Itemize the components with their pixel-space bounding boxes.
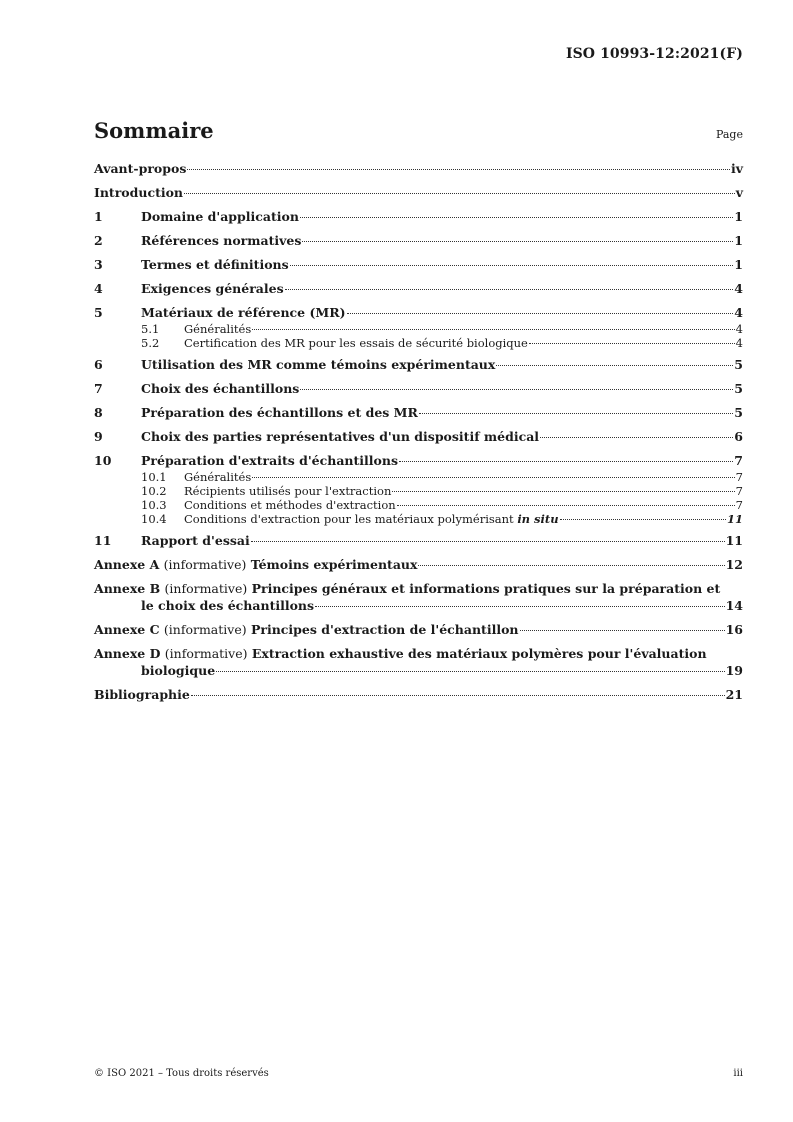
toc-entry-label [94, 622, 519, 637]
toc-entry-4[interactable] [94, 281, 743, 298]
toc-entry-number: 7 [94, 381, 103, 396]
toc-entry-2[interactable] [94, 233, 743, 250]
toc-entry-10[interactable] [94, 453, 743, 470]
dot-leader [300, 389, 733, 390]
toc-entry-page: 7 [734, 453, 743, 468]
annex-type: (informative) [163, 557, 247, 572]
dot-leader [418, 565, 724, 566]
toc-entry-3[interactable] [94, 257, 743, 274]
toc-entry-annex-b[interactable] [94, 581, 743, 615]
dot-leader [252, 329, 734, 330]
toc-entry-number: 5 [94, 305, 103, 320]
toc-entry-11[interactable] [94, 533, 743, 550]
toc-entry-label: Préparation des échantillons et des MR [141, 405, 418, 420]
toc-entry-page: 19 [725, 663, 743, 678]
toc-entry-page: 11 [726, 512, 743, 526]
toc-entry-page: 6 [734, 429, 743, 444]
toc-entry-number: 10.2 [141, 484, 167, 498]
toc-entry-label: Matériaux de référence (MR) [141, 305, 346, 320]
toc-entry-10-3[interactable] [94, 498, 743, 512]
toc-entry-number: 2 [94, 233, 103, 248]
toc-entry-label: Rapport d'essai [141, 533, 250, 548]
toc-entry-label: Domaine d'application [141, 209, 299, 224]
toc-entry-annex-c[interactable] [94, 622, 743, 639]
toc-entry-label-italic: in situ [517, 512, 559, 526]
dot-leader [216, 671, 724, 672]
toc-entry-label: Utilisation des MR comme témoins expérimentaux [141, 357, 496, 372]
dot-leader [302, 241, 733, 242]
toc-entry-number: 10.1 [141, 470, 167, 484]
toc-entry-page: 7 [735, 484, 743, 498]
dot-leader [184, 193, 735, 194]
toc-entry-10-2[interactable] [94, 484, 743, 498]
toc-entry-label: Préparation d'extraits d'échantillons [141, 453, 398, 468]
toc-entry-number: 10.3 [141, 498, 167, 512]
toc-entry-page: 21 [725, 687, 743, 702]
toc-entry-5[interactable] [94, 305, 743, 322]
toc-entry-7[interactable] [94, 381, 743, 398]
dot-leader [315, 606, 725, 607]
dot-leader [300, 217, 733, 218]
toc-entry-label: Conditions et méthodes d'extraction [184, 498, 396, 512]
annex-label: Annexe D [94, 646, 161, 661]
toc-entry-label: Généralités [184, 322, 252, 336]
toc-entry-page: 11 [725, 533, 743, 548]
toc-entry-label: Généralités [184, 470, 252, 484]
toc-entry-page: v [735, 185, 743, 200]
annex-title-line1: Extraction exhaustive des matériaux polymères pour l'évaluation [251, 646, 707, 661]
toc-entry-label [94, 557, 417, 572]
toc-entry-10-1[interactable] [94, 470, 743, 484]
toc-entry-page: 12 [725, 557, 743, 572]
dot-leader [290, 265, 734, 266]
toc-entry-page: 4 [735, 336, 743, 350]
toc-entry-page: 16 [725, 622, 743, 637]
toc-entry-number: 8 [94, 405, 103, 420]
table-of-contents [94, 154, 743, 704]
toc-entry-number: 10 [94, 453, 112, 468]
dot-leader [419, 413, 733, 414]
toc-entry-label: Récipients utilisés pour l'extraction [184, 484, 392, 498]
toc-entry-6[interactable] [94, 357, 743, 374]
toc-entry-label: Exigences générales [141, 281, 284, 296]
toc-entry-number: 11 [94, 533, 112, 548]
toc-entry-number: 5.1 [141, 322, 160, 336]
dot-leader [347, 313, 734, 314]
toc-entry-annex-a[interactable] [94, 557, 743, 574]
toc-entry-label: Bibliographie [94, 687, 190, 702]
annex-title-line2: biologique [141, 663, 216, 678]
page-column-label: Page [715, 128, 743, 141]
toc-entry-label: Termes et définitions [141, 257, 289, 272]
toc-entry-10-4[interactable] [94, 512, 743, 526]
toc-entry-number: 1 [94, 209, 103, 224]
annex-title-line2: le choix des échantillons [141, 598, 315, 613]
toc-entry-number: 4 [94, 281, 103, 296]
toc-entry-page: 5 [734, 405, 743, 420]
toc-entry-label: Avant-propos [94, 161, 187, 176]
toc-entry-number: 10.4 [141, 512, 167, 526]
toc-title: Sommaire [94, 118, 214, 143]
toc-entry-label [94, 581, 743, 598]
toc-entry-page: 7 [735, 498, 743, 512]
toc-entry-number: 6 [94, 357, 103, 372]
toc-entry-9[interactable] [94, 429, 743, 446]
annex-title: Témoins expérimentaux [250, 557, 418, 572]
toc-entry-8[interactable] [94, 405, 743, 422]
dot-leader [399, 461, 733, 462]
toc-entry-annex-d[interactable] [94, 646, 743, 680]
dot-leader [520, 630, 725, 631]
toc-entry-label: Choix des échantillons [141, 381, 300, 396]
toc-entry-introduction[interactable] [94, 185, 743, 202]
toc-entry-label [184, 512, 559, 526]
annex-title-line1: Principes généraux et informations pratiques sur la préparation et [251, 581, 721, 596]
toc-entry-bibliographie[interactable] [94, 687, 743, 704]
dot-leader [397, 505, 735, 506]
annex-label: Annexe B [94, 581, 161, 596]
toc-entry-avant-propos[interactable] [94, 161, 743, 178]
toc-entry-page: 1 [734, 233, 743, 248]
footer-copyright: © ISO 2021 – Tous droits réservés [94, 1068, 269, 1079]
toc-entry-label: Choix des parties représentatives d'un dispositif médical [141, 429, 540, 444]
document-id: ISO 10993-12:2021(F) [565, 46, 743, 62]
toc-entry-5-1[interactable] [94, 322, 743, 336]
toc-entry-page: 1 [734, 257, 743, 272]
toc-entry-page: 4 [734, 305, 743, 320]
annex-label: Annexe A [94, 557, 160, 572]
annex-title: Principes d'extraction de l'échantillon [250, 622, 519, 637]
toc-entry-page: 7 [735, 470, 743, 484]
dot-leader [496, 365, 733, 366]
dot-leader [392, 491, 734, 492]
toc-entry-label-text: Conditions d'extraction pour les matériaux polymérisant [184, 512, 514, 526]
toc-entry-label: Introduction [94, 185, 184, 200]
toc-entry-number: 9 [94, 429, 103, 444]
toc-entry-1[interactable] [94, 209, 743, 226]
dot-leader [560, 519, 726, 520]
toc-entry-page: 14 [725, 598, 743, 613]
dot-leader [252, 477, 734, 478]
annex-type: (informative) [164, 646, 248, 661]
dot-leader [187, 169, 730, 170]
toc-entry-page: iv [730, 161, 743, 176]
dot-leader [251, 541, 725, 542]
footer-page-number: iii [733, 1068, 743, 1079]
dot-leader [540, 437, 733, 438]
toc-entry-number: 5.2 [141, 336, 160, 350]
annex-type: (informative) [164, 581, 248, 596]
annex-label: Annexe C [94, 622, 160, 637]
toc-entry-page: 1 [734, 209, 743, 224]
dot-leader [529, 343, 735, 344]
toc-entry-page: 5 [734, 357, 743, 372]
dot-leader [285, 289, 734, 290]
toc-entry-label: Références normatives [141, 233, 302, 248]
toc-entry-5-2[interactable] [94, 336, 743, 350]
toc-entry-label: Certification des MR pour les essais de sécurité biologique [184, 336, 528, 350]
toc-entry-page: 5 [734, 381, 743, 396]
toc-entry-page: 4 [735, 322, 743, 336]
toc-title-row [94, 113, 743, 143]
toc-entry-label [94, 646, 743, 663]
annex-type: (informative) [163, 622, 247, 637]
toc-entry-page: 4 [734, 281, 743, 296]
dot-leader [191, 695, 725, 696]
toc-entry-number: 3 [94, 257, 103, 272]
